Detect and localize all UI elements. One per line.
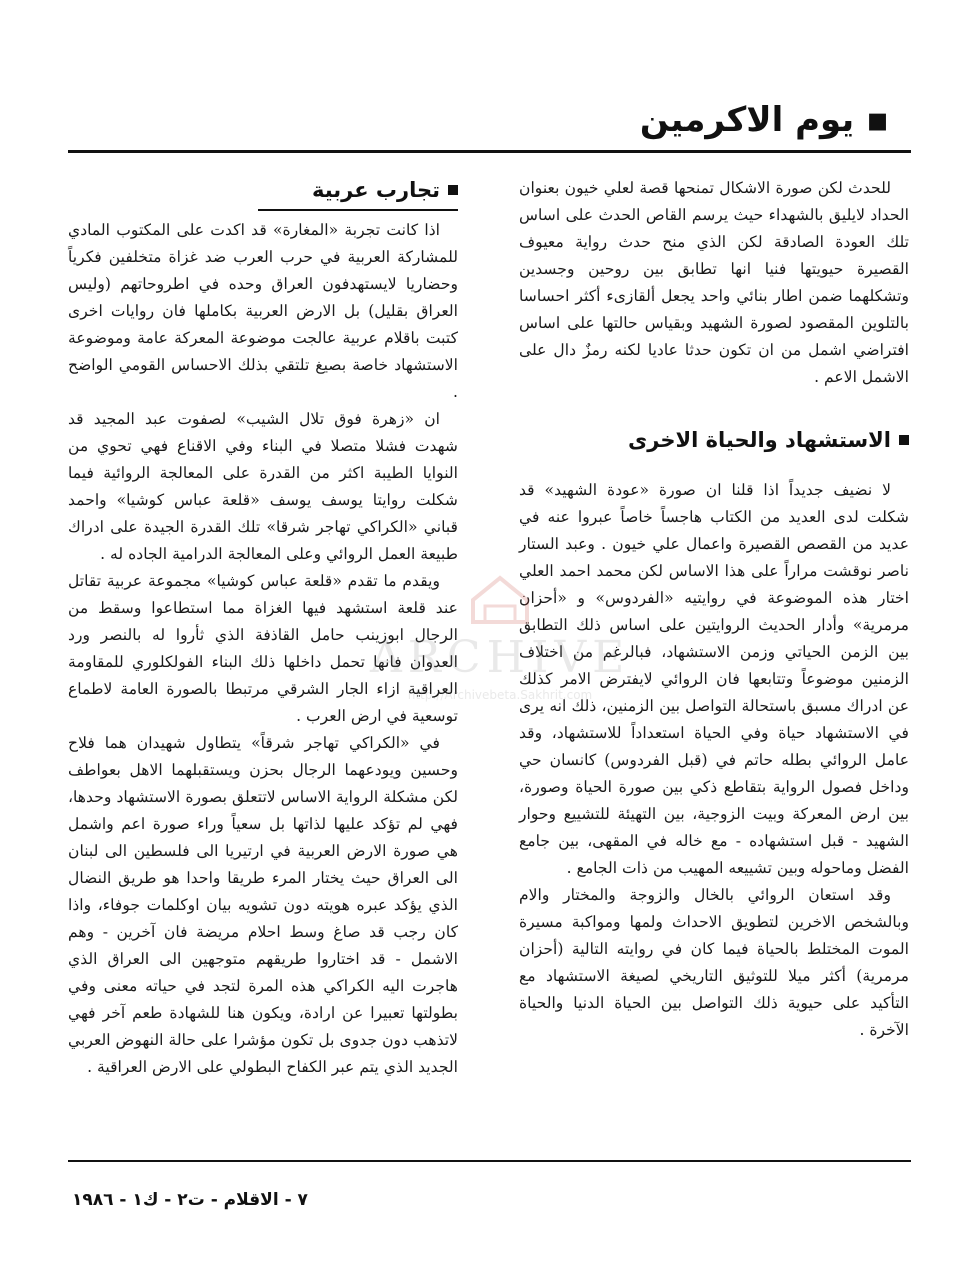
page-header-title: ▪ يوم الاكرمين <box>639 100 889 140</box>
section-bullet-icon <box>448 185 458 195</box>
left-paragraph-1: اذا كانت تجربة «المغارة» قد اكدت على المكتوب المادي للمشاركة العربية في حرب العرب ضد غزاة متخلفين فكرياً وحضاريا لايستهدفون العراق وحده في اطروحاتهم (وليس العراق بقليل) بل الارض العربية بكاملها فان روايات اخرى كتبت باقلام عربية عالجت موضوعة المعركة عامة وموضوعة الاستشهاد خاصة بصيغ تلتقي بذلك الاحساس القومي الواضح . <box>68 221 458 401</box>
left-paragraph-4: في «الكراكي تهاجر شرقاً» يتطاول شهيدان هما فلاح وحسين ويودعهما الرجال بحزن ويستقبلهما الاهل بعواطف لكن مشكلة الرواية الاساس لاتتعلق بصورة الاستشهاد وحدها، فهي لم تؤكد عليها لذاتها بل سعياً وراء صورة اعم واشمل هي صورة الارض العربية في ارتيريا الى فلسطين الى لبنان الى العراق حيث يختار المرء طريقا واحدا هو طريق النضال الذي يؤكد عبره هويته دون تشويه بيان اوكلمات جوفاء، واذا كان رجب قد صاغ وسط احلام مريضة فان آخرين - وهم الاشمل - قد اختاروا طريقهم متوجهين الى العراق الذي هاجرت اليه الكراكي هذه المرة لتجد في حياته معنى وفي بطولتها تعبيرا عن ارادة، ويكون هنا للشهادة طعم آخر فهي لاتذهب دون جدوى بل تكون مؤشرا على حالة النهوض العربي الجديد الذي يتم عبر الكفاح البطولي على الارض العراقية . <box>68 734 458 1076</box>
header-rule <box>68 150 911 153</box>
left-column <box>68 175 458 1081</box>
section-heading-text: تجارب عربية <box>311 178 440 202</box>
left-paragraph-2: ان «زهرة فوق تلال الشيب» لصفوت عبد المجيد قد شهدت فشلا متصلا في البناء وفي الاقناع فهي تحوي من النوايا الطيبة اكثر من القدرة على المعالجة الروائية فيما شكلت روايتا يوسف يوسف «قلعة عباس كوشيا» واحمد قباني «الكراكي تهاجر شرقا» تلك القدرة الجيدة على ادراك طبيعة العمل الروائي وعلى المعالجة الدرامية الجاده له . <box>68 410 458 563</box>
section-heading-text: الاستشهاد والحياة الاخرى <box>628 428 891 452</box>
right-paragraph-1: لا نضيف جديداً اذا قلنا ان صورة «عودة الشهيد» قد شكلت لدى العديد من الكتاب هاجساً خاصاً عبروا عنه في عديد من القصص القصيرة واعمال علي خيون . وعبد الستار ناصر نوقشت مراراً على هذا الاساس لكن محمد احمد العلي اختار هذه الموضوعة في روايتيه «الفردوس» و «أحزان مرمرية» وأدار الحديث الروايتين على اساس ذلك التطابق بين الزمن الحياتي وزمن الاستشهاد، فبالرغم من اختلاف الزمنين موضوعاً وتتابعها فان الروائي لايفترض الامر كذلك عن ادراك مسبق باستحالة التواصل بين الزمنين، ذلك انه يرى في الاستشهاد حياة وفي الحياة استعداداً للاستشهاد، وقد عامل الروائي بطله حاتم في (قبل الفردوس) كانسان حي وداخل فصول الرواية بتقاطع ذكي بين صورة الحياة وصورة، بين ارض المعركة وبيت الزوجية، بين التهيئة للتشييع وحوار الشهيد - قبل استشهاده - مع خاله في المقهى، بين جامع الفضل وماحوله وبين تشييعه المهيب من ذات الجامع . <box>519 481 909 877</box>
section-heading-martyrdom <box>519 425 909 455</box>
right-paragraph-2: وقد استعان الروائي بالخال والزوجة والمختار والام وبالشخص الاخرين لتطويق الاحداث ولمها ومواكبة مسيرة الموت المختلط بالحياة فيما كان في روايته التالية (أحزان مرمرية) أكثر ميلا للتوثيق التاريخي لصيغة الاستشهاد مع التأكيد على حيوية ذلك التواصل بين الحياة الدنيا والحياة الآخرة . <box>519 886 909 1039</box>
footer-rule <box>68 1160 911 1162</box>
watermark-text: ARCHIVE <box>370 632 631 683</box>
watermark-url: http://Archivebeta.Sakhrit.com <box>407 688 593 702</box>
left-paragraph-3: ويقدم ما تقدم «قلعة عباس كوشيا» مجموعة عربية تقاتل عند قلعة استشهد فيها الغزاة مما استطاعوا وسقط من الرجال ابوزينب حامل القاذفة الذي ثأروا له بالنصر ورد العدوان فانها تحمل داخلها ذلك البناء الفولكلوري للمقاومة العراقية ازاء الجار الشرقي مرتبطا بالصورة العامة لاطماع توسعية في ارض العرب . <box>68 572 458 725</box>
section-heading-arab-experiences <box>258 175 458 211</box>
page-footer: ٧ - الاقلام - ت٢ - ك١ - ١٩٨٦ <box>72 1190 308 1210</box>
section-bullet-icon <box>899 435 909 445</box>
right-column <box>519 175 909 1044</box>
right-intro-paragraph: للحدث لكن صورة الاشكال تمنحها قصة لعلي خيون بعنوان الحداد لايليق بالشهداء حيث يرسم القاص الحدث على اساس تلك العودة الصادقة لكن الذي منح حدث رواية معيوف القصيرة حيويتها فنيا انها تطابق بين روحين وجسدين وتشكلهما ضمن اطار بنائي واحد يجعل ألقازىء أكثر احساسا بالتلوين المقصود لصورة الشهيد وبقياس حالتها على اساس افتراضي اشمل من ان تكون حدثا عاديا لكنه رمزٌ دال على الاشمل الاعم . <box>519 179 909 386</box>
